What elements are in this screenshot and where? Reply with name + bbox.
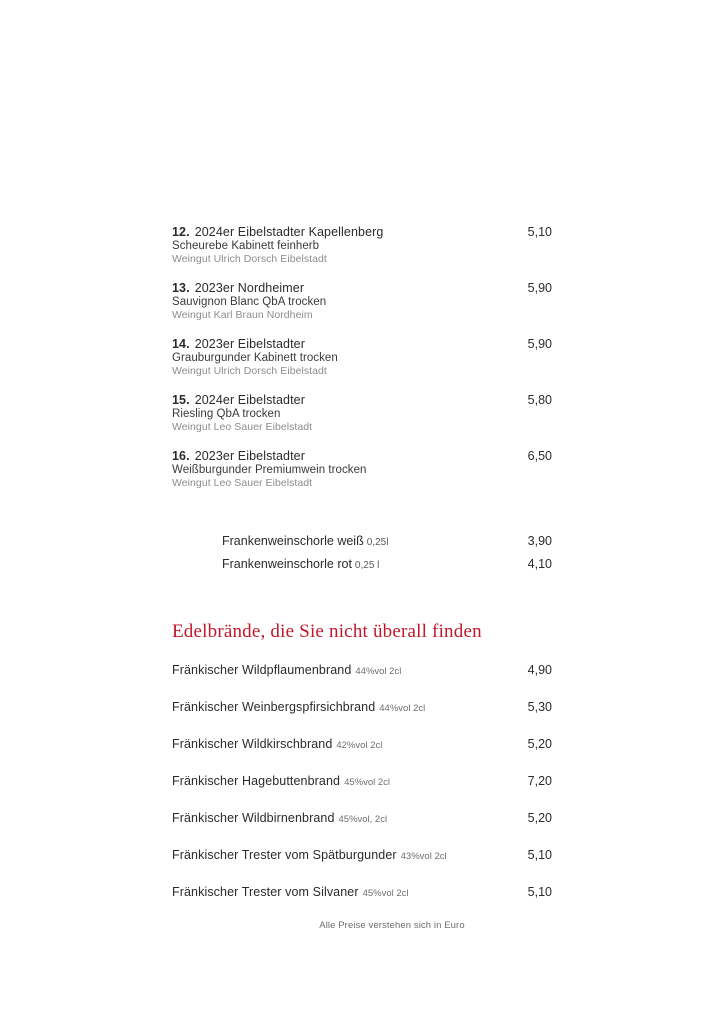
schorle-name: Frankenweinschorle rot [222, 557, 352, 572]
wine-number: 12. [172, 225, 190, 239]
spirit-label [172, 735, 382, 753]
schorle-item [222, 529, 552, 552]
wine-description: Grauburgunder Kabinett trocken [172, 352, 338, 364]
price-footnote: Alle Preise verstehen sich in Euro [319, 920, 465, 932]
wine-heading [172, 281, 304, 295]
wine-producer: Weingut Karl Braun Nordheim [172, 309, 313, 321]
wine-list-item [172, 225, 552, 265]
spirit-label [172, 846, 447, 864]
wine-list-item [172, 281, 552, 321]
spirit-item [172, 809, 552, 827]
wine-price: 5,80 [527, 393, 552, 407]
wine-producer: Weingut Ulrich Dorsch Eibelstadt [172, 365, 327, 377]
spirits-list [172, 661, 552, 901]
spirit-price: 5,10 [527, 885, 552, 900]
wine-name: 2023er Eibelstadter [194, 337, 305, 351]
spirit-price: 4,90 [527, 663, 552, 678]
wine-title-row [172, 337, 552, 351]
spirit-item [172, 846, 552, 864]
schorle-quantity: 0,25 l [354, 560, 380, 572]
section-title-edelbraende: Edelbrände, die Sie nicht überall finden [172, 621, 482, 643]
wine-producer: Weingut Ulrich Dorsch Eibelstadt [172, 253, 327, 265]
schorle-name: Frankenweinschorle weiß [222, 534, 364, 548]
spirit-meta: 44%vol 2cl [355, 666, 402, 678]
wine-description: Sauvignon Blanc QbA trocken [172, 296, 327, 308]
schorle-price: 4,10 [527, 557, 552, 572]
wine-heading [172, 393, 305, 407]
wine-title-row [172, 393, 552, 407]
wine-price: 6,50 [527, 449, 552, 463]
spirit-price: 5,20 [527, 811, 552, 826]
spirit-item [172, 735, 552, 753]
spirit-meta: 42%vol 2cl [336, 740, 383, 752]
wine-list-item [172, 449, 552, 489]
schorle-label [222, 552, 379, 575]
schorle-item [222, 552, 552, 575]
spirit-name: Fränkischer Weinbergspfirsichbrand [172, 700, 376, 715]
wine-description: Riesling QbA trocken [172, 408, 281, 420]
spirit-name: Fränkischer Wildpflaumenbrand [172, 663, 352, 678]
wine-list-item [172, 337, 552, 377]
wine-heading [172, 449, 305, 463]
spirit-name: Fränkischer Wildkirschbrand [172, 737, 333, 752]
spirit-price: 5,30 [527, 700, 552, 715]
spirit-label [172, 772, 390, 790]
wine-name: 2023er Nordheimer [194, 281, 305, 295]
spirit-item [172, 698, 552, 716]
spirit-label [172, 883, 409, 901]
wine-number: 14. [172, 337, 190, 351]
wine-price: 5,10 [527, 225, 552, 239]
wine-producer: Weingut Leo Sauer Eibelstadt [172, 477, 313, 489]
spirit-label [172, 809, 387, 827]
wine-name: 2023er Eibelstadter [194, 449, 305, 463]
menu-content [172, 225, 552, 931]
spirit-item [172, 883, 552, 901]
spirit-name: Fränkischer Trester vom Silvaner [172, 885, 359, 900]
wine-price: 5,90 [527, 337, 552, 351]
spirit-label [172, 698, 425, 716]
schorle-label [222, 529, 388, 552]
wine-description: Scheurebe Kabinett feinherb [172, 240, 320, 252]
wine-number: 15. [172, 393, 190, 407]
spirit-meta: 45%vol 2cl [344, 777, 391, 789]
wine-list [172, 225, 552, 489]
spirit-meta: 45%vol 2cl [362, 888, 409, 900]
schorle-price: 3,90 [527, 534, 552, 548]
wine-heading [172, 225, 383, 239]
spirit-meta: 45%vol, 2cl [338, 814, 388, 826]
wine-title-row [172, 449, 552, 463]
spirit-price: 5,20 [527, 737, 552, 752]
wine-price: 5,90 [527, 281, 552, 295]
wine-heading [172, 337, 305, 351]
spirit-name: Fränkischer Hagebuttenbrand [172, 774, 341, 789]
wine-producer: Weingut Leo Sauer Eibelstadt [172, 421, 313, 433]
wine-title-row [172, 281, 552, 295]
wine-list-item [172, 393, 552, 433]
schorle-list [222, 529, 552, 575]
wine-name: 2024er Eibelstadter Kapellenberg [194, 225, 384, 239]
spirit-name: Fränkischer Wildbirnenbrand [172, 811, 335, 826]
wine-number: 13. [172, 281, 190, 295]
wine-number: 16. [172, 449, 190, 463]
spirit-meta: 44%vol 2cl [379, 703, 426, 715]
schorle-quantity: 0,25l [366, 537, 389, 548]
spirit-item [172, 661, 552, 679]
wine-name: 2024er Eibelstadter [194, 393, 305, 407]
spirit-price: 7,20 [527, 774, 552, 789]
spirit-meta: 43%vol 2cl [400, 851, 447, 863]
spirit-item [172, 772, 552, 790]
spirit-name: Fränkischer Trester vom Spätburgunder [172, 848, 397, 863]
wine-title-row [172, 225, 552, 239]
spirit-price: 5,10 [527, 848, 552, 863]
spirit-label [172, 661, 401, 679]
wine-description: Weißburgunder Premiumwein trocken [172, 464, 367, 476]
